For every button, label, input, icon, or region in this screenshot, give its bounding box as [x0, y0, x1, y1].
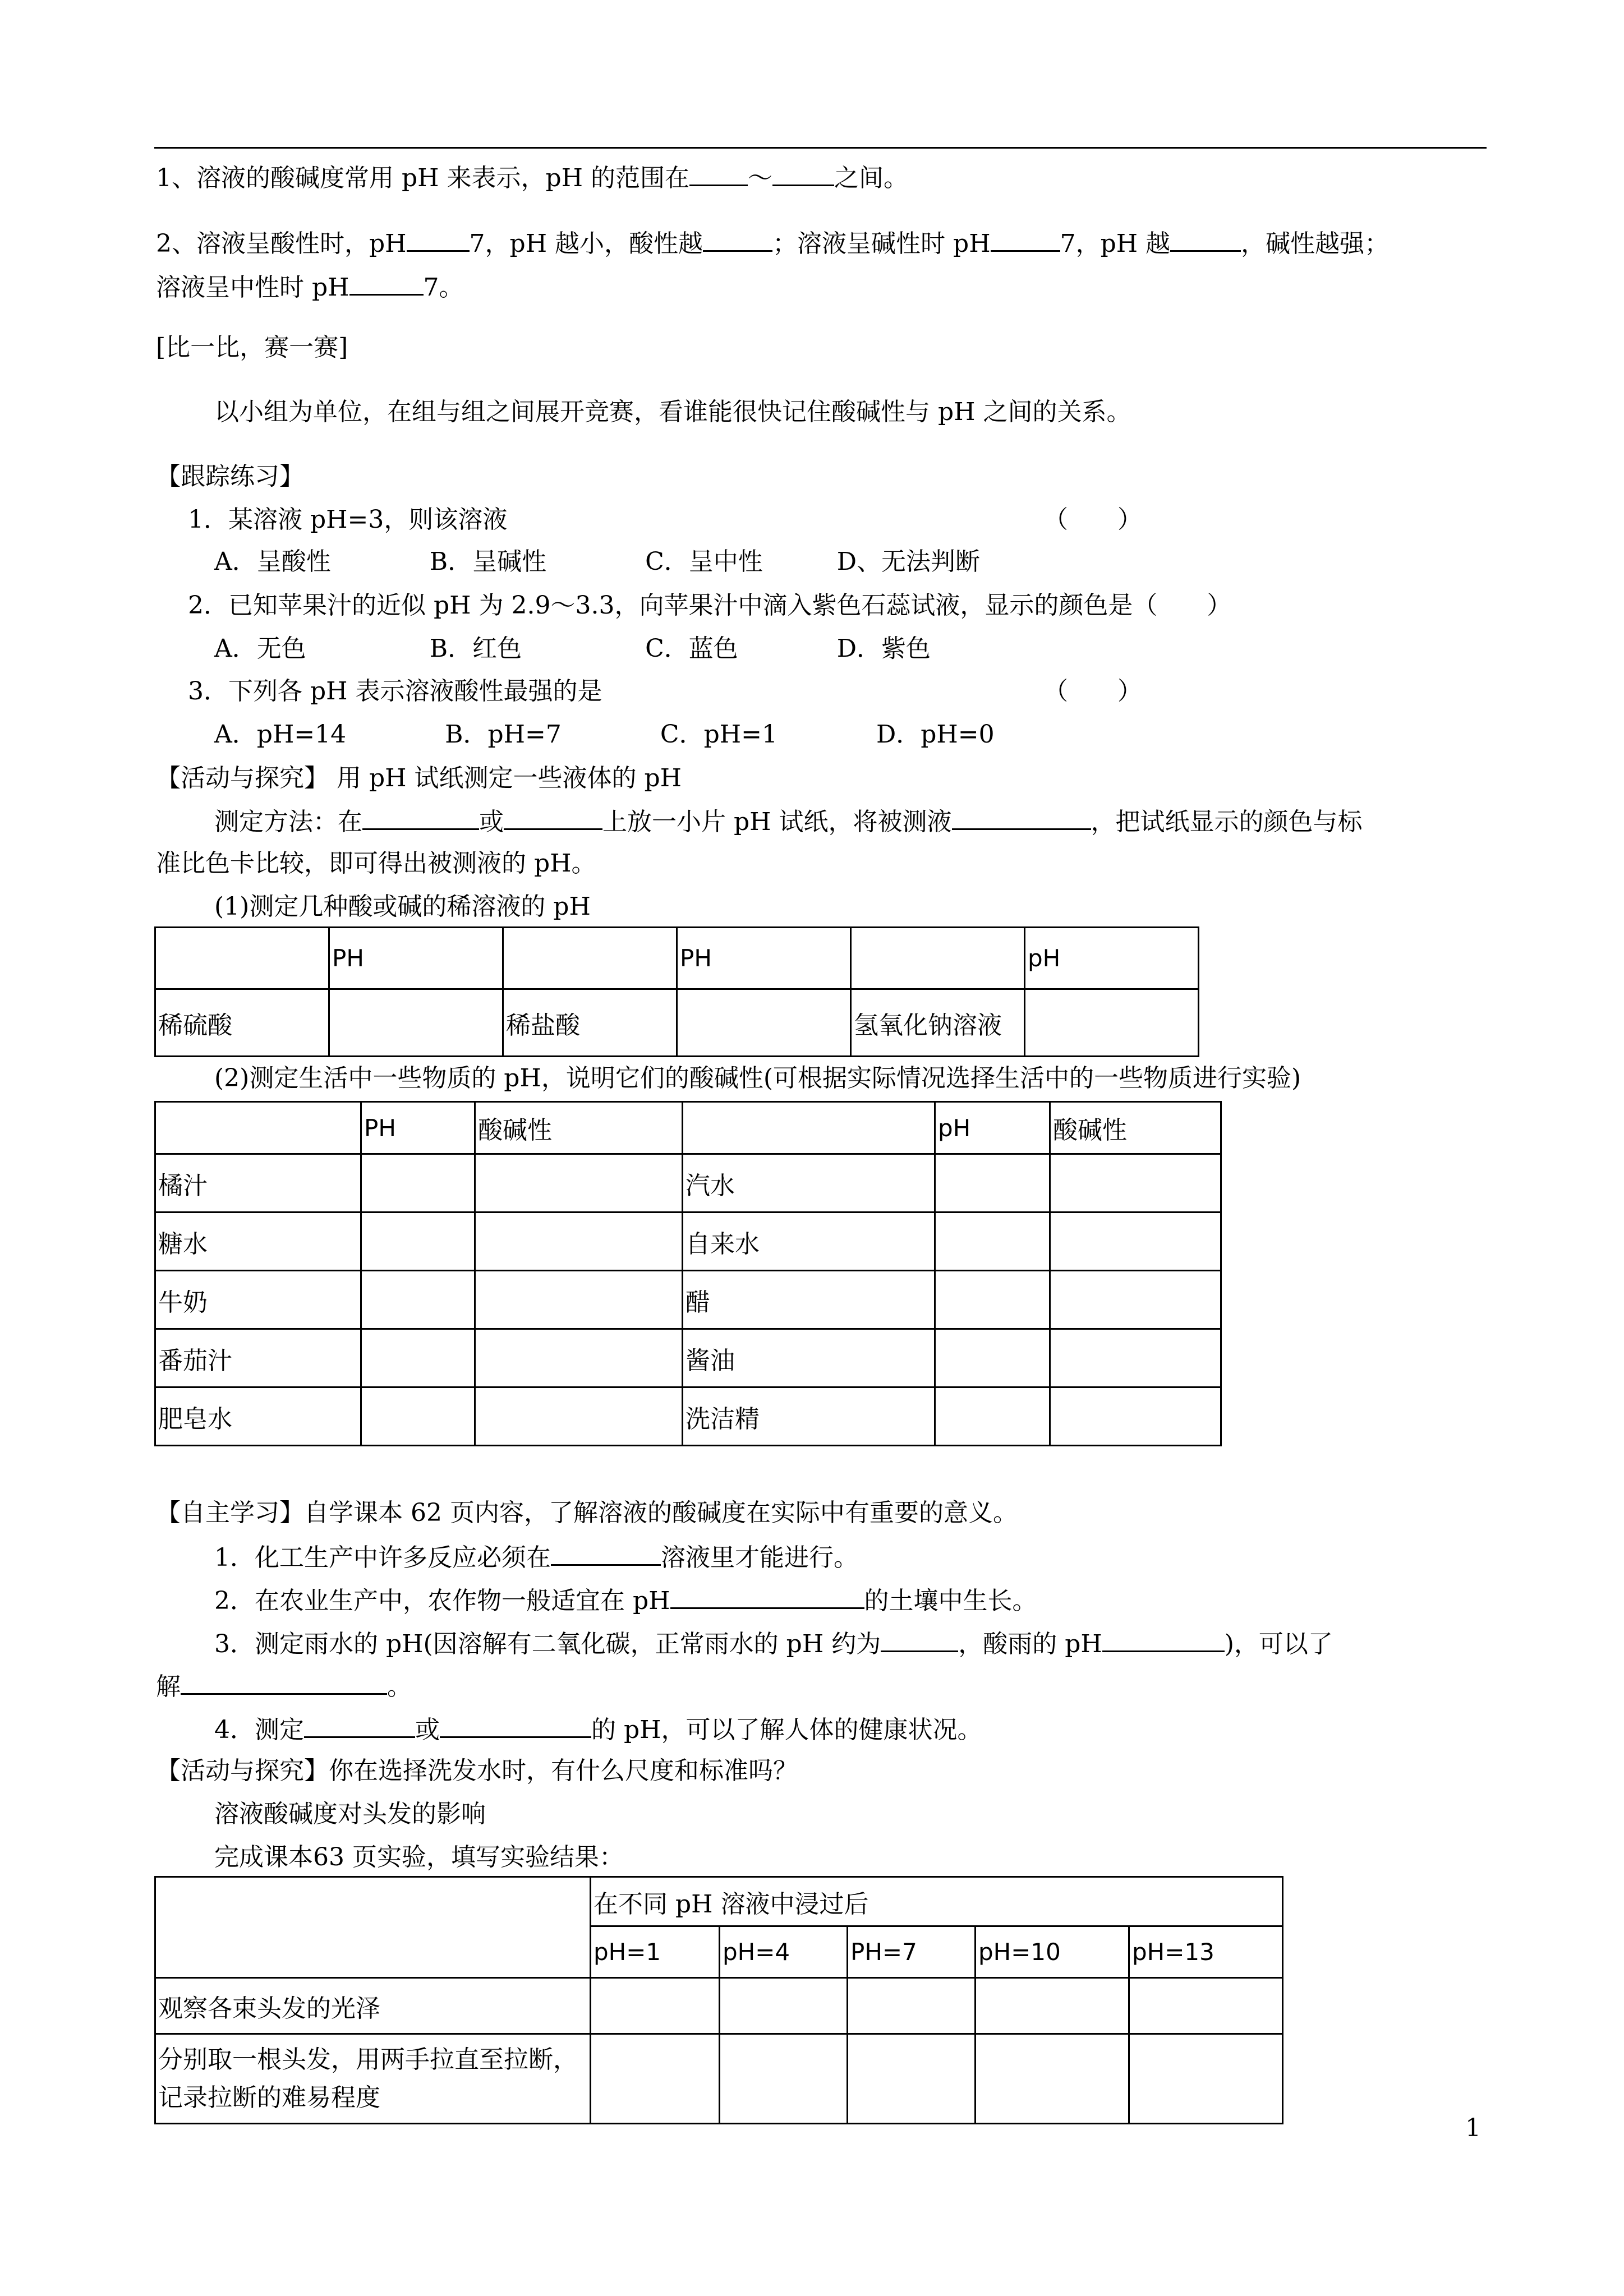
table3-col-header: PH=7 [848, 1926, 976, 1978]
table3-col-header: pH=13 [1129, 1926, 1283, 1978]
table2-substance: 醋 [683, 1271, 935, 1329]
practice-heading: 【跟踪练习】 [156, 462, 304, 491]
table-hair-experiment [154, 1876, 1283, 2124]
compare-text: 以小组为单位，在组与组之间展开竞赛，看谁能很快记住酸碱性与 pH 之间的关系。 [214, 398, 1131, 426]
activity1-sub1: (1)测定几种酸或碱的稀溶液的 pH [214, 892, 591, 921]
table3-cell[interactable] [976, 2034, 1129, 2124]
table3-corner-cell [155, 1877, 591, 1978]
activity1-heading: 【活动与探究】 用 pH 试纸测定一些液体的 pH [156, 764, 682, 792]
table1-cell: 稀盐酸 [503, 989, 677, 1057]
table3-col-header: pH=1 [591, 1926, 720, 1978]
table3-cell[interactable] [591, 2034, 720, 2124]
table2-acidity-cell[interactable] [475, 1154, 683, 1212]
table3-row-label: 观察各束头发的光泽 [155, 1978, 591, 2034]
top-rule [154, 147, 1487, 149]
table2-acidity-cell[interactable] [475, 1271, 683, 1329]
table2-substance: 橘汁 [155, 1154, 361, 1212]
practice-q1-stem: 1．某溶液 pH=3，则该溶液 [188, 505, 508, 534]
table2-substance: 酱油 [683, 1329, 935, 1387]
self-study-item-3-line-1: 3．测定雨水的 pH(因溶解有二氧化碳，正常雨水的 pH 约为 ，酸雨的 pH )，可以了 [214, 1626, 1333, 1661]
table3-row-label: 分别取一根头发，用两手拉直至拉断，记录拉断的难易程度 [155, 2034, 591, 2124]
activity2-sub1: 溶液酸碱度对头发的影响 [214, 1800, 486, 1828]
practice-q2-stem: 2．已知苹果汁的近似 pH 为 2.9～3.3，向苹果汁中滴入紫色石蕊试液，显示的颜色是（ ） [188, 591, 1232, 620]
practice-q3-bracket: （ ） [1043, 677, 1142, 706]
table1-cell[interactable] [677, 989, 851, 1057]
question-1: 1、溶液的酸碱度常用 pH 来表示，pH 的范围在 ～ 之间。 [156, 160, 908, 195]
table3-cell[interactable] [848, 2034, 976, 2124]
table3-top-header: 在不同 pH 溶液中浸过后 [591, 1877, 1283, 1926]
table1-header-cell: PH [677, 928, 851, 989]
table2-header-cell: 酸碱性 [1050, 1102, 1221, 1154]
question-2-line-1: 2、溶液呈酸性时，pH 7，pH 越小，酸性越 ；溶液呈碱性时 pH 7，pH 越 ，碱性越强； [156, 225, 1389, 261]
table1-header-cell [155, 928, 329, 989]
table1-header-cell: pH [1025, 928, 1199, 989]
table2-acidity-cell[interactable] [475, 1329, 683, 1387]
table2-substance: 番茄汁 [155, 1329, 361, 1387]
page-number: 1 [1465, 2114, 1481, 2142]
activity2-sub2: 完成课本63 页实验，填写实验结果： [214, 1843, 624, 1871]
compare-heading: [比一比，赛一赛] [156, 333, 348, 362]
table1-header-cell: PH [329, 928, 503, 989]
table2-acidity-cell[interactable] [1050, 1271, 1221, 1329]
table2-ph-cell[interactable] [361, 1329, 475, 1387]
practice-q1-bracket: （ ） [1043, 505, 1142, 534]
self-study-item-4: 4．测定 或 的 pH，可以了解人体的健康状况。 [214, 1712, 982, 1747]
table2-ph-cell[interactable] [935, 1329, 1050, 1387]
question-2-line-2: 溶液呈中性时 pH 7。 [156, 269, 464, 305]
table2-substance: 牛奶 [155, 1271, 361, 1329]
table-acid-base-ph [154, 926, 1199, 1057]
table2-header-cell [155, 1102, 361, 1154]
table2-acidity-cell[interactable] [475, 1212, 683, 1271]
table2-ph-cell[interactable] [935, 1154, 1050, 1212]
table2-substance: 肥皂水 [155, 1387, 361, 1446]
self-study-item-1: 1．化工生产中许多反应必须在 溶液里才能进行。 [214, 1539, 858, 1575]
table2-substance: 糖水 [155, 1212, 361, 1271]
table3-cell[interactable] [720, 2034, 848, 2124]
table2-substance: 洗洁精 [683, 1387, 935, 1446]
practice-q3-stem: 3．下列各 pH 表示溶液酸性最强的是 [188, 677, 602, 706]
table1-cell: 稀硫酸 [155, 989, 329, 1057]
practice-q3-options: A．pH=14 B．pH=7 C．pH=1 D．pH=0 [214, 720, 995, 749]
activity1-method-line-2: 准比色卡比较，即可得出被测液的 pH。 [156, 849, 596, 878]
table3-cell[interactable] [1129, 2034, 1283, 2124]
table3-cell[interactable] [591, 1978, 720, 2034]
table1-cell: 氢氧化钠溶液 [851, 989, 1025, 1057]
practice-q2-options: A．无色 B．红色 C．蓝色 D．紫色 [214, 634, 931, 663]
table2-substance: 自来水 [683, 1212, 935, 1271]
table2-header-cell: pH [935, 1102, 1050, 1154]
table2-header-cell: PH [361, 1102, 475, 1154]
table2-acidity-cell[interactable] [1050, 1212, 1221, 1271]
table2-ph-cell[interactable] [935, 1212, 1050, 1271]
table2-ph-cell[interactable] [361, 1154, 475, 1212]
table1-header-cell [503, 928, 677, 989]
table2-ph-cell[interactable] [935, 1271, 1050, 1329]
activity2-heading: 【活动与探究】你在选择洗发水时，有什么尺度和标准吗？ [156, 1756, 798, 1785]
activity1-method-line-1: 测定方法：在 或 上放一小片 pH 试纸，将被测液 ，把试纸显示的颜色与标 [214, 804, 1363, 839]
table1-header-cell [851, 928, 1025, 989]
table2-ph-cell[interactable] [361, 1212, 475, 1271]
self-study-heading: 【自主学习】自学课本 62 页内容，了解溶液的酸碱度在实际中有重要的意义。 [156, 1499, 1018, 1527]
table2-ph-cell[interactable] [361, 1271, 475, 1329]
table3-cell[interactable] [720, 1978, 848, 2034]
activity1-sub2: (2)测定生活中一些物质的 pH，说明它们的酸碱性(可根据实际情况选择生活中的一些物质进行实验) [214, 1064, 1301, 1092]
table3-cell[interactable] [976, 1978, 1129, 2034]
table2-acidity-cell[interactable] [475, 1387, 683, 1446]
table2-acidity-cell[interactable] [1050, 1387, 1221, 1446]
table-daily-substances-ph [154, 1101, 1222, 1446]
table2-header-cell [683, 1102, 935, 1154]
table3-cell[interactable] [1129, 1978, 1283, 2034]
practice-q1-options: A．呈酸性 B．呈碱性 C．呈中性 D、无法判断 [214, 547, 981, 576]
table2-header-cell: 酸碱性 [475, 1102, 683, 1154]
table3-cell[interactable] [848, 1978, 976, 2034]
table3-col-header: pH=4 [720, 1926, 848, 1978]
self-study-item-3-line-2: 解 。 [156, 1668, 412, 1704]
table1-cell[interactable] [1025, 989, 1199, 1057]
self-study-item-2: 2．在农业生产中，农作物一般适宜在 pH 的土壤中生长。 [214, 1583, 1037, 1618]
table2-acidity-cell[interactable] [1050, 1154, 1221, 1212]
table1-cell[interactable] [329, 989, 503, 1057]
table2-substance: 汽水 [683, 1154, 935, 1212]
table2-ph-cell[interactable] [361, 1387, 475, 1446]
table2-acidity-cell[interactable] [1050, 1329, 1221, 1387]
table2-ph-cell[interactable] [935, 1387, 1050, 1446]
table3-col-header: pH=10 [976, 1926, 1129, 1978]
